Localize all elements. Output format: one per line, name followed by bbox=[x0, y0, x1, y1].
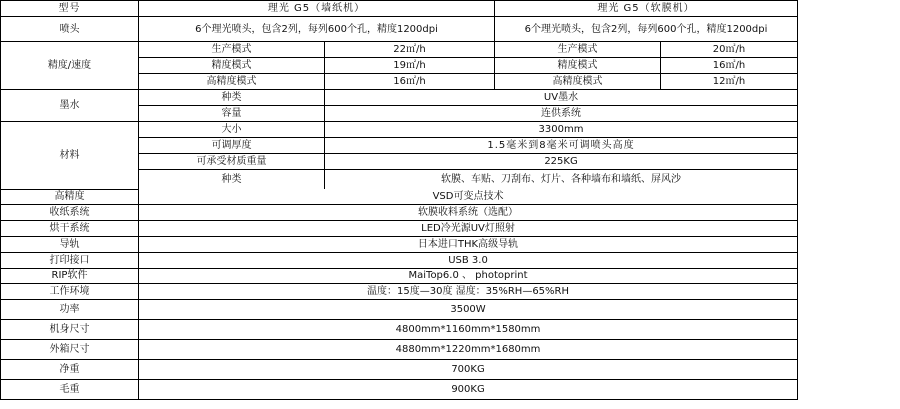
spec-value: 4800mm*1160mm*1580mm bbox=[139, 319, 798, 339]
spec-label: 外箱尺寸 bbox=[1, 339, 139, 359]
precision-speed-a: 22㎡/h bbox=[325, 42, 495, 58]
spec-row bbox=[1, 339, 798, 359]
model-b-header: 理光 G5（软膜机） bbox=[495, 1, 798, 17]
spec-value: 900KG bbox=[139, 379, 798, 399]
precision-mode-b: 生产模式 bbox=[495, 42, 661, 58]
spec-row bbox=[1, 252, 798, 268]
spec-value: 软膜收料系统（选配） bbox=[139, 204, 798, 220]
precision-speed-b: 20㎡/h bbox=[661, 42, 798, 58]
material-key: 可承受材质重量 bbox=[139, 154, 325, 170]
header-row bbox=[1, 1, 798, 17]
spec-value: USB 3.0 bbox=[139, 252, 798, 268]
spec-label: 净重 bbox=[1, 359, 139, 379]
spec-label: 毛重 bbox=[1, 379, 139, 399]
spec-row bbox=[1, 268, 798, 283]
spec-label: 高精度 bbox=[1, 189, 139, 204]
spec-row bbox=[1, 379, 798, 399]
material-value: 软膜、车贴、刀刮布、灯片、各种墙布和墙纸、屏风沙 bbox=[325, 170, 798, 190]
precision-speed-a: 19㎡/h bbox=[325, 58, 495, 74]
material-value: 3300mm bbox=[325, 122, 798, 138]
precision-mode-a: 高精度模式 bbox=[139, 74, 325, 90]
spec-row bbox=[1, 299, 798, 319]
spec-row bbox=[1, 189, 798, 204]
spec-value: 温度：15度—30度 湿度：35%RH—65%RH bbox=[139, 283, 798, 299]
spec-label: 收纸系统 bbox=[1, 204, 139, 220]
spec-row bbox=[1, 204, 798, 220]
printhead-row bbox=[1, 17, 798, 42]
model-label-cell: 型号 bbox=[1, 1, 139, 17]
spec-value: VSD可变点技术 bbox=[139, 189, 798, 204]
precision-speed-b: 12㎡/h bbox=[661, 74, 798, 90]
printhead-label: 喷头 bbox=[1, 17, 139, 42]
material-key: 种类 bbox=[139, 170, 325, 190]
spec-label: 打印接口 bbox=[1, 252, 139, 268]
precision-mode-b: 精度模式 bbox=[495, 58, 661, 74]
spec-label: 机身尺寸 bbox=[1, 319, 139, 339]
ink-key: 容量 bbox=[139, 106, 325, 122]
material-label: 材料 bbox=[1, 122, 139, 190]
model-a-header: 理光 G5（墙纸机） bbox=[139, 1, 495, 17]
spec-label: 工作环境 bbox=[1, 283, 139, 299]
precision-speed-b: 16㎡/h bbox=[661, 58, 798, 74]
precision-speed-label: 精度/速度 bbox=[1, 42, 139, 90]
spec-row bbox=[1, 220, 798, 236]
spec-row bbox=[1, 236, 798, 252]
precision-mode-a: 生产模式 bbox=[139, 42, 325, 58]
material-key: 大小 bbox=[139, 122, 325, 138]
precision-mode-a: 精度模式 bbox=[139, 58, 325, 74]
spec-label: RIP软件 bbox=[1, 268, 139, 283]
material-row bbox=[1, 122, 798, 138]
spec-value: LED冷光源UV灯照射 bbox=[139, 220, 798, 236]
precision-mode-b: 高精度模式 bbox=[495, 74, 661, 90]
precision-row bbox=[1, 42, 798, 58]
material-value: 225KG bbox=[325, 154, 798, 170]
spec-row bbox=[1, 283, 798, 299]
spec-label: 功率 bbox=[1, 299, 139, 319]
spec-value: 700KG bbox=[139, 359, 798, 379]
ink-label: 墨水 bbox=[1, 90, 139, 122]
spec-label: 导轨 bbox=[1, 236, 139, 252]
printhead-model-b: 6个理光喷头，包含2列，每列600个孔，精度1200dpi bbox=[495, 17, 798, 42]
spec-row bbox=[1, 359, 798, 379]
material-value: 1.5毫米到8毫米可调喷头高度 bbox=[325, 138, 798, 154]
ink-key: 种类 bbox=[139, 90, 325, 106]
ink-value: UV墨水 bbox=[325, 90, 798, 106]
ink-value: 连供系统 bbox=[325, 106, 798, 122]
precision-speed-a: 16㎡/h bbox=[325, 74, 495, 90]
spec-value: MaiTop6.0 、 photoprint bbox=[139, 268, 798, 283]
spec-label: 烘干系统 bbox=[1, 220, 139, 236]
printhead-model-a: 6个理光喷头，包含2列，每列600个孔，精度1200dpi bbox=[139, 17, 495, 42]
spec-row bbox=[1, 319, 798, 339]
spec-value: 4880mm*1220mm*1680mm bbox=[139, 339, 798, 359]
spec-value: 日本进口THK高级导轨 bbox=[139, 236, 798, 252]
spec-value: 3500W bbox=[139, 299, 798, 319]
material-key: 可调厚度 bbox=[139, 138, 325, 154]
ink-row bbox=[1, 90, 798, 106]
